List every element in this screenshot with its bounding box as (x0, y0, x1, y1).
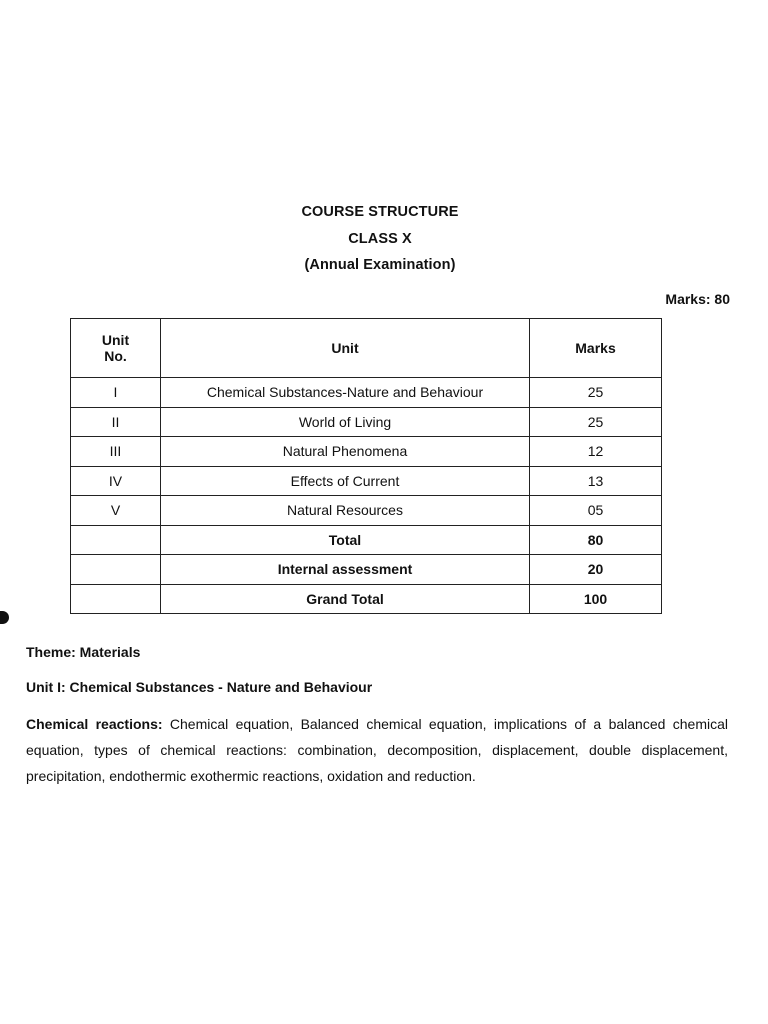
document-title: COURSE STRUCTURE (301, 204, 459, 220)
table-row (71, 466, 662, 496)
class-name: CLASS X (348, 231, 412, 247)
unit-no-cell: II (71, 407, 161, 437)
unit-no-cell: IV (71, 466, 161, 496)
grand-total-row (71, 584, 662, 614)
exam-type: (Annual Examination) (304, 257, 456, 273)
total-marks: 80 (530, 525, 662, 555)
unit-no-cell: I (71, 378, 161, 408)
unit-name-cell: Effects of Current (161, 466, 530, 496)
unit-no-cell: III (71, 437, 161, 467)
table-row (71, 407, 662, 437)
chemical-reactions-paragraph (26, 711, 728, 789)
column-header-unit-no (71, 319, 161, 378)
unit-name-cell: World of Living (161, 407, 530, 437)
total-label: Total (161, 525, 530, 555)
internal-assessment-label: Internal assessment (161, 555, 530, 585)
table-row (71, 496, 662, 526)
unit-heading: Unit I: Chemical Substances - Nature and Behaviour (26, 679, 373, 695)
max-marks: Marks: 80 (665, 291, 730, 307)
empty-cell (71, 525, 161, 555)
marks-cell: 12 (530, 437, 662, 467)
column-header-unit-no-line1: Unit (101, 332, 130, 348)
paragraph-text: Chemical equation, Balanced chemical equation, implications of a balanced chemical equation, types of chemical reactions: combination, decomposition, displacement, double displacement, precipitation, endothermic exothermic reactions, oxidation and reduction. (26, 716, 728, 784)
table-header-row (71, 319, 662, 378)
unit-name-cell: Chemical Substances-Nature and Behaviour (161, 378, 530, 408)
grand-total-marks: 100 (530, 584, 662, 614)
theme-heading: Theme: Materials (26, 644, 141, 660)
internal-assessment-row (71, 555, 662, 585)
empty-cell (71, 584, 161, 614)
empty-cell (71, 555, 161, 585)
course-structure-table (70, 318, 662, 614)
scan-mark (0, 611, 9, 624)
column-header-unit: Unit (161, 319, 530, 378)
table-row (71, 437, 662, 467)
marks-cell: 13 (530, 466, 662, 496)
unit-no-cell: V (71, 496, 161, 526)
table-row (71, 378, 662, 408)
internal-assessment-marks: 20 (530, 555, 662, 585)
marks-cell: 25 (530, 378, 662, 408)
unit-name-cell: Natural Resources (161, 496, 530, 526)
column-header-unit-no-line2: No. (104, 348, 127, 364)
paragraph-lead: Chemical reactions: (26, 716, 163, 732)
unit-name-cell: Natural Phenomena (161, 437, 530, 467)
column-header-marks: Marks (530, 319, 662, 378)
marks-cell: 25 (530, 407, 662, 437)
marks-cell: 05 (530, 496, 662, 526)
total-row (71, 525, 662, 555)
grand-total-label: Grand Total (161, 584, 530, 614)
